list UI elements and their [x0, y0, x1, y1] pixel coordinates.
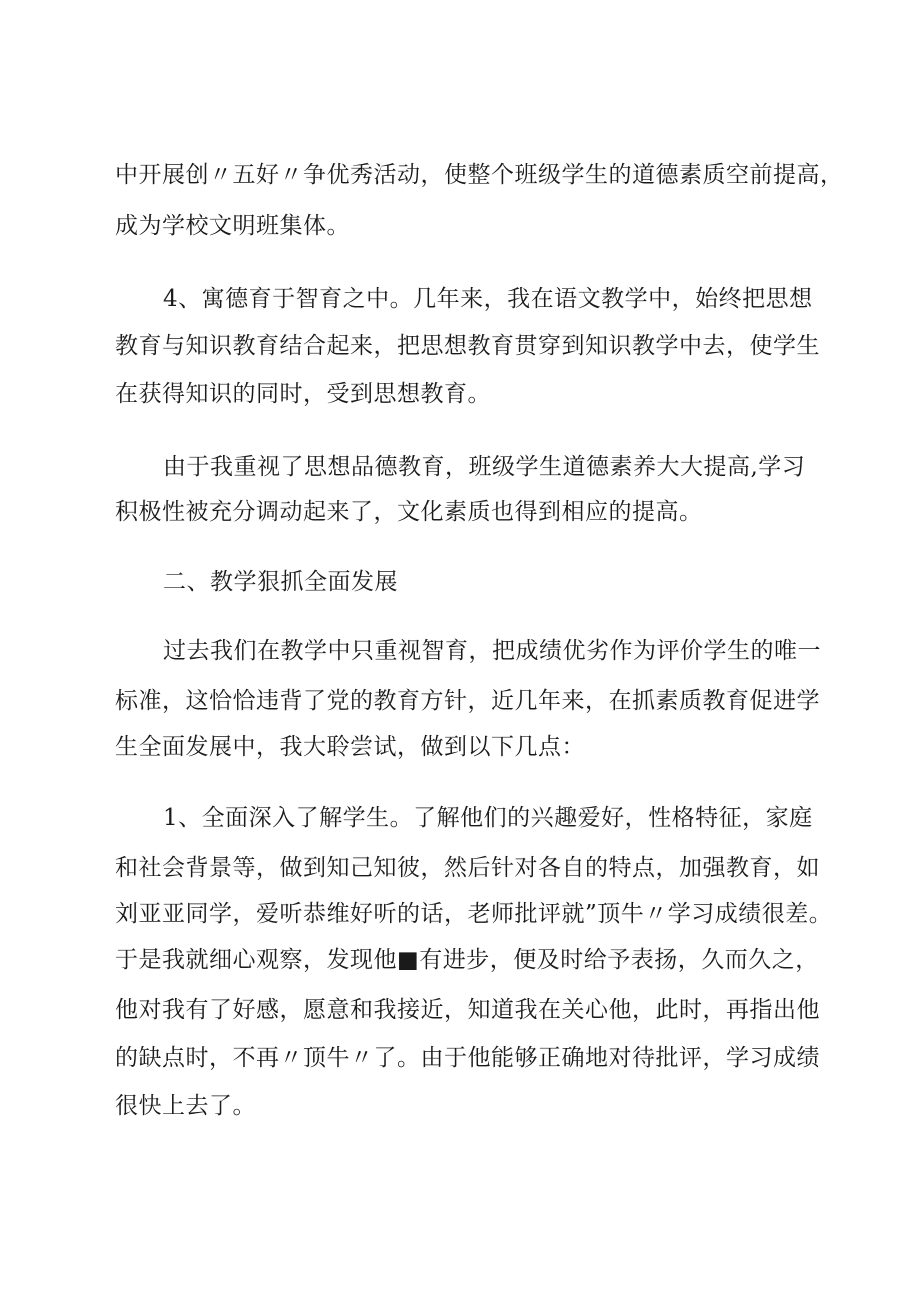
paragraph-3-line-2: 积极性被充分调动起来了，文化素质也得到相应的提高。	[115, 499, 703, 525]
paragraph-1-line-1: 中开展创〃五好〃争优秀活动，使整个班级学生的道德素质空前提高，	[115, 162, 844, 188]
paragraph-2-line-1: 4、寓德育于智育之中。几年来，我在语文教学中，始终把思想	[163, 286, 813, 312]
paragraph-5-line-6: 的缺点时，不再〃顶牛〃了。由于他能够正确地对待批评，学习成绩	[115, 1045, 820, 1071]
paragraph-5-line-1: 1、全面深入了解学生。了解他们的兴趣爱好，性格特征，家庭	[163, 805, 813, 831]
paragraph-5-line-4: 于是我就细心观察，发现他■有进步，便及时给予表扬，久而久之，	[115, 947, 819, 973]
paragraph-5-line-3: 刘亚亚同学，爱听恭维好听的话，老师批评就”顶牛〃学习成绩很差。	[115, 901, 833, 927]
paragraph-4-line-2: 标准，这恰恰违背了党的教育方针，近几年来，在抓素质教育促进学	[115, 688, 820, 714]
section-heading: 二、教学狠抓全面发展	[163, 569, 398, 595]
paragraph-4-line-1: 过去我们在教学中只重视智育，把成绩优劣作为评价学生的唯一	[163, 638, 821, 664]
paragraph-5-line-5: 他对我有了好感，愿意和我接近，知道我在关心他，此时，再指出他	[115, 997, 820, 1023]
paragraph-4-line-3: 生全面发展中，我大聆尝试，做到以下几点：	[115, 734, 585, 760]
paragraph-5-line-2: 和社会背景等，做到知己知彼，然后针对各自的特点，加强教育，如	[115, 855, 820, 881]
paragraph-5-line-7: 很快上去了。	[115, 1093, 256, 1119]
paragraph-2-line-2: 教育与知识教育结合起来，把思想教育贯穿到知识教学中去，使学生	[115, 333, 820, 359]
paragraph-1-line-2: 成为学校文明班集体。	[115, 213, 350, 239]
paragraph-2-line-3: 在获得知识的同时，受到思想教育。	[115, 381, 491, 407]
paragraph-3-line-1: 由于我重视了思想品德教育，班级学生道德素养大大提高,学习	[163, 454, 806, 480]
